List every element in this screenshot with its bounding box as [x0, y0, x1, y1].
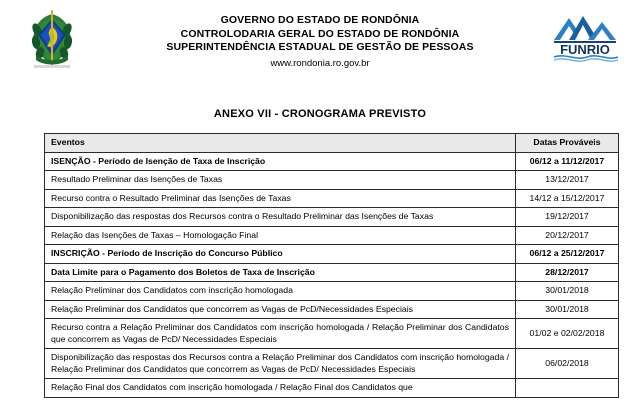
page-header — [0, 0, 640, 92]
schedule-table-container — [44, 133, 605, 398]
column-header-dates: Datas Prováveis — [516, 134, 619, 153]
event-cell: Disponibilização das respostas dos Recursos contra o Resultado Preliminar das Isenções de Taxas — [45, 208, 516, 227]
column-header-events: Eventos — [45, 134, 516, 153]
org-website-url: www.rondonia.ro.gov.br — [270, 57, 370, 69]
table-row — [45, 300, 619, 319]
date-cell: 28/12/2017 — [516, 263, 619, 282]
funrio-wordmark: FUNRIO — [560, 42, 610, 57]
event-cell: Relação Preliminar dos Candidatos que concorrem as Vagas de PcD/Necessidades Especiais — [45, 300, 516, 319]
org-line-2: CONTROLODARIA GERAL DO ESTADO DE RONDÔNIA — [180, 27, 460, 40]
table-row — [45, 379, 619, 398]
event-cell: Relação Preliminar dos Candidatos com inscrição homologada — [45, 282, 516, 301]
date-cell: 20/12/2017 — [516, 226, 619, 245]
event-cell: Resultado Preliminar das Isenções de Taxas — [45, 171, 516, 190]
date-cell — [516, 379, 619, 398]
page-title: ANEXO VII - CRONOGRAMA PREVISTO — [213, 108, 427, 120]
org-line-1: GOVERNO DO ESTADO DE RONDÔNIA — [220, 14, 420, 26]
event-cell: Relação Final dos Candidatos com inscrição homologada / Relação Final dos Candidatos que — [45, 379, 516, 398]
table-row — [45, 171, 619, 190]
schedule-table — [44, 133, 619, 398]
table-row — [45, 349, 619, 379]
table-row — [45, 189, 619, 208]
table-row — [45, 282, 619, 301]
date-cell: 06/12 a 11/12/2017 — [516, 152, 619, 171]
event-cell: Disponibilização das respostas dos Recursos contra a Relação Preliminar dos Candidatos com inscrição homologada / Relação Preliminar dos Candidatos que concorrem as Vagas de PcD/ Necessidades Especiais — [45, 349, 516, 379]
table-header-row — [45, 134, 619, 153]
date-cell: 06/02/2018 — [516, 349, 619, 379]
event-cell: Data Limite para o Pagamento dos Boletos de Taxa de Inscrição — [45, 263, 516, 282]
event-cell: ISENÇÃO - Período de Isenção de Taxa de Inscrição — [45, 152, 516, 171]
date-cell: 19/12/2017 — [516, 208, 619, 227]
table-row — [45, 263, 619, 282]
funrio-logo — [550, 10, 624, 62]
org-line-3: SUPERINTENDÊNCIA ESTADUAL DE GESTÃO DE PESSOAS — [166, 41, 474, 53]
table-row — [45, 245, 619, 264]
date-cell: 13/12/2017 — [516, 171, 619, 190]
table-row — [45, 319, 619, 349]
table-row — [45, 152, 619, 171]
event-cell: Recurso contra o Resultado Preliminar das Isenções de Taxas — [45, 189, 516, 208]
event-cell: Recurso contra a Relação Preliminar dos Candidatos com inscrição homologada / Relação Preliminar dos Candidatos que concorrem as Vagas de PcD/ Necessidades Especiais — [45, 319, 516, 349]
organization-heading — [0, 14, 640, 71]
date-cell: 30/01/2018 — [516, 300, 619, 319]
event-cell: Relação das Isenções de Taxas – Homologação Final — [45, 226, 516, 245]
date-cell: 30/01/2018 — [516, 282, 619, 301]
schedule-table-body — [45, 152, 619, 397]
date-cell: 14/12 a 15/12/2017 — [516, 189, 619, 208]
date-cell: 01/02 e 02/02/2018 — [516, 319, 619, 349]
table-row — [45, 226, 619, 245]
event-cell: INSCRIÇÃO - Período de Inscrição do Concurso Público — [45, 245, 516, 264]
date-cell: 06/12 a 25/12/2017 — [516, 245, 619, 264]
table-row — [45, 208, 619, 227]
